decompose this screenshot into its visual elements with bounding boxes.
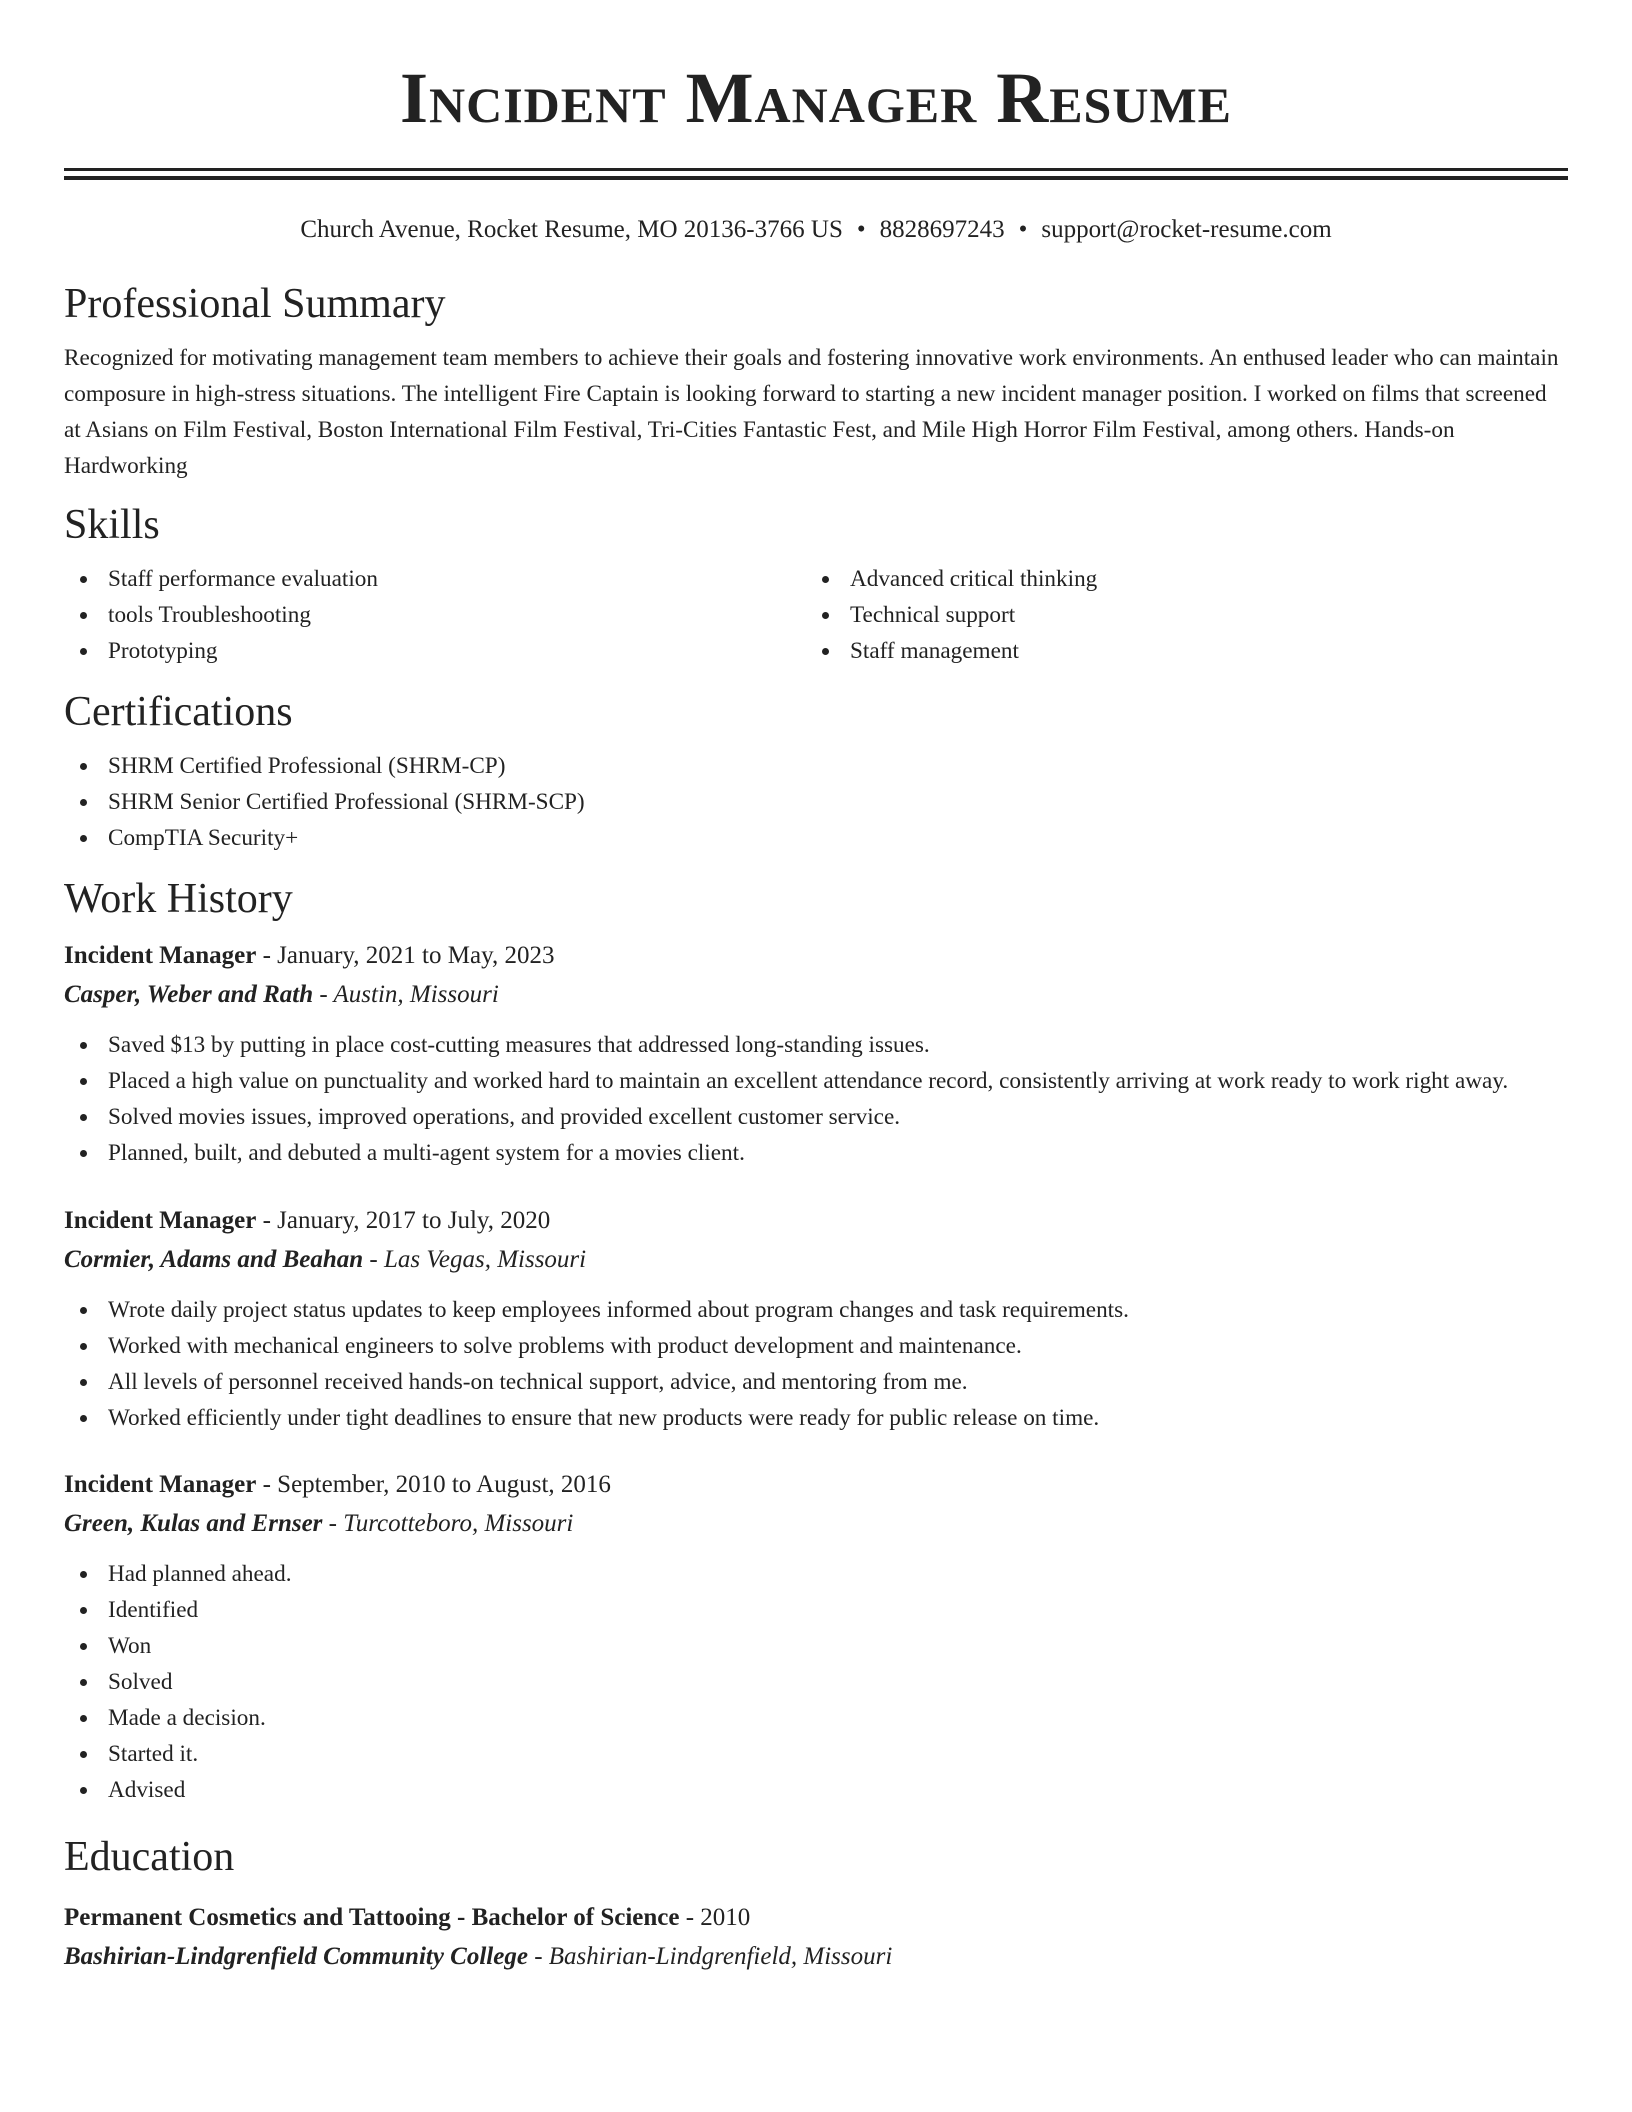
contact-address: Church Avenue, Rocket Resume, MO 20136-3766 US (300, 216, 843, 243)
job-location: - Austin, Missouri (313, 981, 499, 1008)
job-bullet: All levels of personnel received hands-on technical support, advice, and mentoring from me. (64, 1364, 1568, 1400)
contact-separator: • (1018, 216, 1028, 243)
job-dates: - January, 2017 to July, 2020 (256, 1207, 551, 1234)
job-entry (64, 1202, 1568, 1436)
skills-section (64, 498, 1568, 669)
resume-page (64, 0, 1568, 1977)
skill-item: Prototyping (64, 633, 806, 669)
job-entry (64, 937, 1568, 1171)
job-bullet: Worked efficiently under tight deadlines to ensure that new products were ready for public release on time. (64, 1400, 1568, 1436)
job-company-line (64, 1240, 1568, 1280)
job-bullet: Made a decision. (64, 1700, 1568, 1736)
job-bullets (64, 1556, 1568, 1808)
job-location: - Turcotteboro, Missouri (322, 1510, 574, 1537)
skill-item: Technical support (806, 597, 1548, 633)
job-company-line (64, 975, 1568, 1015)
skill-item: tools Troubleshooting (64, 597, 806, 633)
certifications-heading: Certifications (64, 689, 293, 735)
education-degree: Permanent Cosmetics and Tattooing - Bachelor of Science (64, 1904, 680, 1931)
summary-text: Recognized for motivating management team members to achieve their goals and fostering innovative work environments. An enthused leader who can maintain composure in high-stress situations. The intelligent Fire Captain is looking forward to starting a new incident manager position. I worked on films that screened at Asians on Film Festival, Boston International Film Festival, Tri-Cities Fantastic Fest, and Mile High Horror Film Festival, among others. Hands-on Hardworking (64, 345, 1559, 479)
work-history-section (64, 872, 1568, 1808)
contact-email: support@rocket-resume.com (1041, 216, 1332, 243)
contact-separator: • (856, 216, 866, 243)
contact-phone: 8828697243 (879, 216, 1005, 243)
title-divider-top (64, 168, 1568, 171)
resume-title: Incident Manager Resume (399, 58, 1233, 138)
certification-item: CompTIA Security+ (64, 820, 1568, 856)
job-bullet: Advised (64, 1772, 1568, 1808)
title-divider-bottom (64, 176, 1568, 180)
job-title: Incident Manager (64, 942, 257, 969)
certifications-section (64, 685, 1568, 856)
job-dates: - January, 2021 to May, 2023 (256, 942, 555, 969)
job-bullet: Solved movies issues, improved operations, and provided excellent customer service. (64, 1099, 1568, 1135)
job-bullet: Started it. (64, 1736, 1568, 1772)
education-school: Bashirian-Lindgrenfield Community College (64, 1943, 528, 1970)
skills-list-left (64, 561, 806, 669)
job-title: Incident Manager (64, 1207, 257, 1234)
job-title-line (64, 937, 1568, 975)
job-bullet: Identified (64, 1592, 1568, 1628)
job-company: Cormier, Adams and Beahan (64, 1246, 364, 1273)
job-bullet: Had planned ahead. (64, 1556, 1568, 1592)
job-bullet: Worked with mechanical engineers to solve problems with product development and maintenance. (64, 1328, 1568, 1364)
job-bullet: Planned, built, and debuted a multi-agent system for a movies client. (64, 1135, 1568, 1171)
education-heading: Education (64, 1834, 235, 1880)
education-entry (64, 1899, 1568, 1977)
job-bullets (64, 1292, 1568, 1436)
work-history-heading: Work History (64, 876, 293, 922)
job-location: - Las Vegas, Missouri (363, 1246, 587, 1273)
job-title-line (64, 1202, 1568, 1240)
contact-line (64, 213, 1568, 247)
job-title: Incident Manager (64, 1471, 257, 1498)
skill-item: Advanced critical thinking (806, 561, 1548, 597)
job-entry (64, 1466, 1568, 1808)
job-bullet: Won (64, 1628, 1568, 1664)
certification-item: SHRM Senior Certified Professional (SHRM-SCP) (64, 784, 1568, 820)
education-location: - Bashirian-Lindgrenfield, Missouri (527, 1943, 893, 1970)
certifications-list (64, 748, 1568, 856)
summary-section (64, 277, 1568, 484)
education-school-line (64, 1937, 1568, 1977)
education-year: - 2010 (679, 1904, 751, 1931)
skill-item: Staff management (806, 633, 1548, 669)
job-dates: - September, 2010 to August, 2016 (256, 1471, 611, 1498)
certification-item: SHRM Certified Professional (SHRM-CP) (64, 748, 1568, 784)
job-bullet: Solved (64, 1664, 1568, 1700)
job-company-line (64, 1504, 1568, 1544)
education-section (64, 1830, 1568, 1977)
job-company: Casper, Weber and Rath (64, 981, 314, 1008)
skills-list-right (806, 561, 1548, 669)
job-bullet: Placed a high value on punctuality and worked hard to maintain an excellent attendance record, consistently arriving at work ready to work right away. (64, 1063, 1568, 1099)
skills-heading: Skills (64, 502, 160, 548)
skills-columns (64, 561, 1568, 669)
job-title-line (64, 1466, 1568, 1504)
job-bullet: Wrote daily project status updates to keep employees informed about program changes and task requirements. (64, 1292, 1568, 1328)
job-company: Green, Kulas and Ernser (64, 1510, 323, 1537)
job-bullets (64, 1027, 1568, 1171)
summary-heading: Professional Summary (64, 281, 446, 327)
education-degree-line (64, 1899, 1568, 1937)
skill-item: Staff performance evaluation (64, 561, 806, 597)
job-bullet: Saved $13 by putting in place cost-cutting measures that addressed long-standing issues. (64, 1027, 1568, 1063)
